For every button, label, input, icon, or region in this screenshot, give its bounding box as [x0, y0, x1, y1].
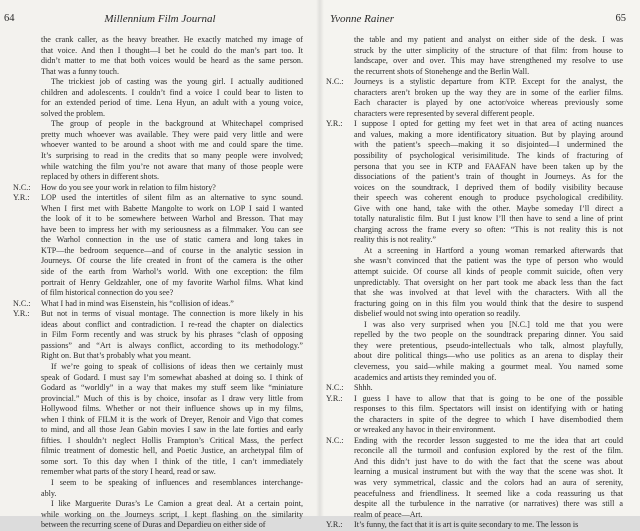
speaker-label: Y.R.: — [326, 393, 343, 403]
text-line: Godard as “worldly” in a way that makes my stuff seem like “miniature — [41, 383, 303, 393]
paragraph — [13, 362, 303, 478]
text-line: How do you see your work in relation to film history? — [41, 182, 216, 192]
dialogue-entry — [326, 394, 623, 436]
dialogue-entry — [13, 309, 303, 362]
text-line: I seem to be speaking of influences and resemblances interchange- — [51, 477, 303, 487]
book-gutter — [316, 0, 324, 516]
text-line: voices on the soundtrack, I deprived them of bodily visibility because — [354, 182, 623, 192]
text-line: some sort. To this day when I think of the title, I can’t immediately — [41, 456, 303, 466]
text-line: That was a funny touch. — [41, 66, 119, 76]
text-line: have been to impress her with my seriousness as a filmmaker. You can see — [41, 224, 303, 234]
text-line: the Warhol connection in the use of static camera and long takes in — [41, 235, 303, 245]
text-line: learning a musical instrument but with the way that the scene was shot. It — [354, 467, 623, 477]
text-line: characters aren’t broken up the way they are in some of the earlier films. — [354, 87, 623, 97]
text-line: Each character is played by one actor/voice whereas previously some — [354, 98, 623, 108]
text-line: Journeys. Of course the life created in front of the camera is the other — [41, 256, 303, 266]
speaker-label: Y.R.: — [326, 520, 343, 530]
text-line: What I had in mind was Eisenstein, his “collision of ideas.” — [41, 298, 234, 308]
text-line: while watching the film you’re not aware that many of those people were — [41, 161, 303, 171]
text-line: The group of people in the background at Whitechapel comprised — [51, 119, 303, 129]
text-line: passions” and “Art is always conflict, according to its methodology.” — [41, 340, 303, 350]
speaker-label: Y.R.: — [13, 309, 30, 319]
running-title-right: Yvonne Rainer — [330, 13, 395, 25]
text-line: academics and artists they reminded you of. — [354, 372, 497, 382]
text-line: while working on the Journeys script, I kept flashing on the similarity — [41, 509, 303, 519]
text-line: Shhh. — [354, 383, 373, 393]
text-line: I like Marguerite Duras’s Le Camion a great deal. At a certain point, — [51, 499, 303, 509]
text-line: the table and my patient and analyst on either side of the desk. I was — [354, 35, 623, 44]
text-line: the recurrent shots of Stonehenge and the Berlin Wall. — [354, 66, 530, 76]
text-line: remember what parts of the story I heard, read or saw. — [41, 467, 216, 477]
text-line: unpredictably. That oversight on her part took me aback less than the fact — [354, 277, 623, 287]
left-page — [0, 0, 320, 530]
text-line: ably. — [41, 488, 57, 498]
text-line: provincial.” Much of this is by choice, insofar as I draw very little from — [41, 393, 303, 403]
text-line: the crank caller, as the heavy breather. He exactly matched my image of — [41, 35, 303, 44]
text-line: fifties. I shouldn’t neglect Hollis Frampton’s Critical Mass, the perfect — [41, 435, 303, 445]
text-line: that she was involved at that level with the characters. With all the — [354, 288, 623, 298]
text-line: children and adolescents. I couldn’t find a voice I could bear to listen to — [41, 87, 303, 97]
text-line: replaced by others in different shots. — [41, 172, 160, 182]
text-line: the characters in spite of the degree to which I have disembodied them — [354, 414, 623, 424]
text-line: speak of Godard. I must say I’m somewhat abashed at doing so. I think of — [41, 372, 303, 382]
speaker-label: N.C.: — [13, 182, 31, 192]
text-line: they were pretentious, pseudo-intellectuals who talk, almost playfully, — [354, 340, 623, 350]
text-line: landscape, over and over. This may have strengthened my resolve to use — [354, 56, 623, 66]
text-line: in Film Form recently and was struck by his phrases “clash of opposing — [41, 330, 303, 340]
text-line: to mind, and all those Jean Gabin movies I saw in the late forties and early — [41, 425, 303, 435]
page-number-right: 65 — [615, 13, 626, 24]
text-line: or wreaked any havoc in their environment. — [354, 425, 496, 435]
paragraph — [326, 320, 623, 383]
speaker-label: Y.R.: — [13, 193, 30, 203]
text-line: totally naturalistic film. But I just know I’ll then have to send a line of print — [354, 214, 623, 224]
text-line: charging across the frame every so often: “This is not reality this is not — [354, 224, 623, 234]
text-line: I suppose I opted for getting my feet wet in that area of acting nuances — [354, 119, 623, 129]
text-line: LOP used the intertitles of silent film as an alternative to sync sound. — [41, 193, 303, 203]
text-line: fracturing going on in this film you would think that the desire to suspend — [354, 298, 623, 308]
text-line: about dire political things—who use politics as an arena to display their — [354, 351, 623, 361]
text-line: pretty much whoever was available. They were paid very little and were — [41, 129, 303, 139]
dialogue-entry — [326, 77, 623, 119]
paragraph — [13, 77, 303, 119]
text-line: If we’re going to speak of collisions of ideas then we certainly must — [51, 361, 303, 371]
speaker-label: N.C.: — [326, 435, 344, 445]
text-line: realm of peace—Art. — [354, 509, 423, 519]
text-line: despite all the turbulence in the narrative (or narratives) there was still a — [354, 499, 623, 509]
text-line: repelled by the two people on the soundtrack preparing dinner. You said — [354, 330, 623, 340]
text-line: peacefulness and friendliness. It seemed like a coda reassuring us that — [354, 488, 623, 498]
text-line: responses to this film. Spectators will insist on identifying with or hating — [354, 404, 623, 414]
text-line: reconcile all the turmoil and confusion explored by the rest of the film. — [354, 446, 623, 456]
text-line: When I first met with Babette Mangolte to work on LOP I said I wanted — [41, 203, 303, 213]
text-line: Give with one hand, take with the other. Maybe someday I’ll direct a — [354, 203, 623, 213]
text-line: possibility of psychological verisimilitude. The kinds of fracturing of — [354, 151, 623, 161]
paragraph — [326, 35, 623, 77]
text-line: It’s funny, the fact that it is art is quite secondary to me. The lesson is — [354, 520, 579, 530]
text-line: portrait of Henry Geldzahler, one of my favorite Warhol films. What kind — [41, 277, 303, 287]
speaker-label: N.C.: — [13, 298, 31, 308]
speaker-label: N.C.: — [326, 77, 344, 87]
text-line: solved the problem. — [41, 108, 106, 118]
text-line: KTP—the bedroom sequence—and of course in the analytic session in — [41, 245, 303, 255]
text-line: ideas about conflict and contradiction. I re-read the chapter on dialectics — [41, 319, 303, 329]
text-line: didn’t matter to me that both voices would be heard as the same person. — [41, 56, 303, 66]
text-line: side of the earth from Warhol’s world. With one exception: the film — [41, 267, 303, 277]
text-line: attempt suicide. Of course all kinds of people commit suicide, often very — [354, 267, 623, 277]
text-line: Journeys is a stylistic departure from KTP. Except for the analyst, the — [354, 77, 623, 87]
text-line: cleverness, you said—while making a gourmet meal. You named some — [354, 361, 623, 371]
paragraph — [326, 246, 623, 320]
text-line: disbelief would not swing into operation so readily. — [354, 309, 521, 319]
text-line: that voice. And then I thought—I bet he could do the man’s part too. It — [41, 45, 303, 55]
paragraph — [13, 35, 303, 77]
text-line: I guess I have to allow that that is going to be one of the possible — [354, 393, 623, 403]
paragraph — [13, 119, 303, 182]
text-line: But not in terms of visual montage. The connection is more likely in his — [41, 309, 303, 319]
dialogue-entry — [326, 119, 623, 246]
dialogue-entry — [326, 520, 623, 531]
left-page-text — [13, 35, 303, 531]
dialogue-entry — [13, 193, 303, 298]
running-title-left: Millennium Film Journal — [104, 13, 216, 25]
text-line: their speech was coherent enough to produce psychological credibility. — [354, 193, 623, 203]
text-line: filmic treatment of domestic hell, and Poetic Justice, an archetypal film of — [41, 446, 303, 456]
text-line: dissociations of the patient’s train of thought in Journeys. As for the — [354, 172, 623, 182]
text-line: Hollywood films. Whether or not their influence shows up in my films, — [41, 404, 303, 414]
speaker-label: N.C.: — [326, 383, 344, 393]
dialogue-entry — [326, 383, 623, 394]
paragraph — [13, 478, 303, 499]
paragraph — [13, 499, 303, 531]
text-line: was very symmetrical, classic and the colors had an aura of serenity, — [354, 477, 623, 487]
text-line: characters were represented by several different people. — [354, 108, 535, 118]
text-line: And this didn’t just have to do with the fact that the scene was about — [354, 456, 623, 466]
text-line: Right on. But that’s probably what you meant. — [41, 351, 191, 361]
right-page — [320, 0, 640, 530]
text-line: I was also very surprised when you [N.C.] told me that you were — [364, 319, 623, 329]
text-line: she wasn’t convinced that the patient was the type of person who would — [354, 256, 623, 266]
text-line: reality this is not reality.” — [354, 235, 436, 245]
text-line: struck by the utter simplicity of the structure of that film: from house to — [354, 45, 623, 55]
text-line: whoever wanted to be around a shoot with me and could spare the time. — [41, 140, 303, 150]
dialogue-entry — [13, 299, 303, 310]
dialogue-entry — [326, 436, 623, 520]
text-line: At a screening in Hartford a young woman remarked afterwards that — [364, 245, 623, 255]
text-line: The trickiest job of casting was the young girl. I actually auditioned — [51, 77, 303, 87]
text-line: for an extended period of time. Lena Hyun, an adult with a young voice, — [41, 98, 303, 108]
text-line: the look of it to be somewhere between Warhol and Bresson. That may — [41, 214, 303, 224]
text-line: with the patient’s speech—making it so disjointed—I undermined the — [354, 140, 623, 150]
speaker-label: Y.R.: — [326, 119, 343, 129]
right-page-text — [326, 35, 623, 531]
text-line: persona that you see in KTP and FAAFAN have been taken up by the — [354, 161, 623, 171]
text-line: It’s surprising to read in the credits that so many people were involved; — [41, 151, 303, 161]
text-line: between the recurring scene of Duras and Depardieu on either side of — [41, 520, 266, 530]
dialogue-entry — [13, 183, 303, 194]
text-line: Ending with the recorder lesson suggested to me the idea that art could — [354, 435, 623, 445]
text-line: of film historical connection do you see? — [41, 288, 174, 298]
text-line: and values, making a more identificatory situation. But by playing around — [354, 129, 623, 139]
page-number-left: 64 — [4, 13, 15, 24]
text-line: when I think of FILM it is the work of Dreyer, Renoir and Vigo that comes — [41, 414, 303, 424]
